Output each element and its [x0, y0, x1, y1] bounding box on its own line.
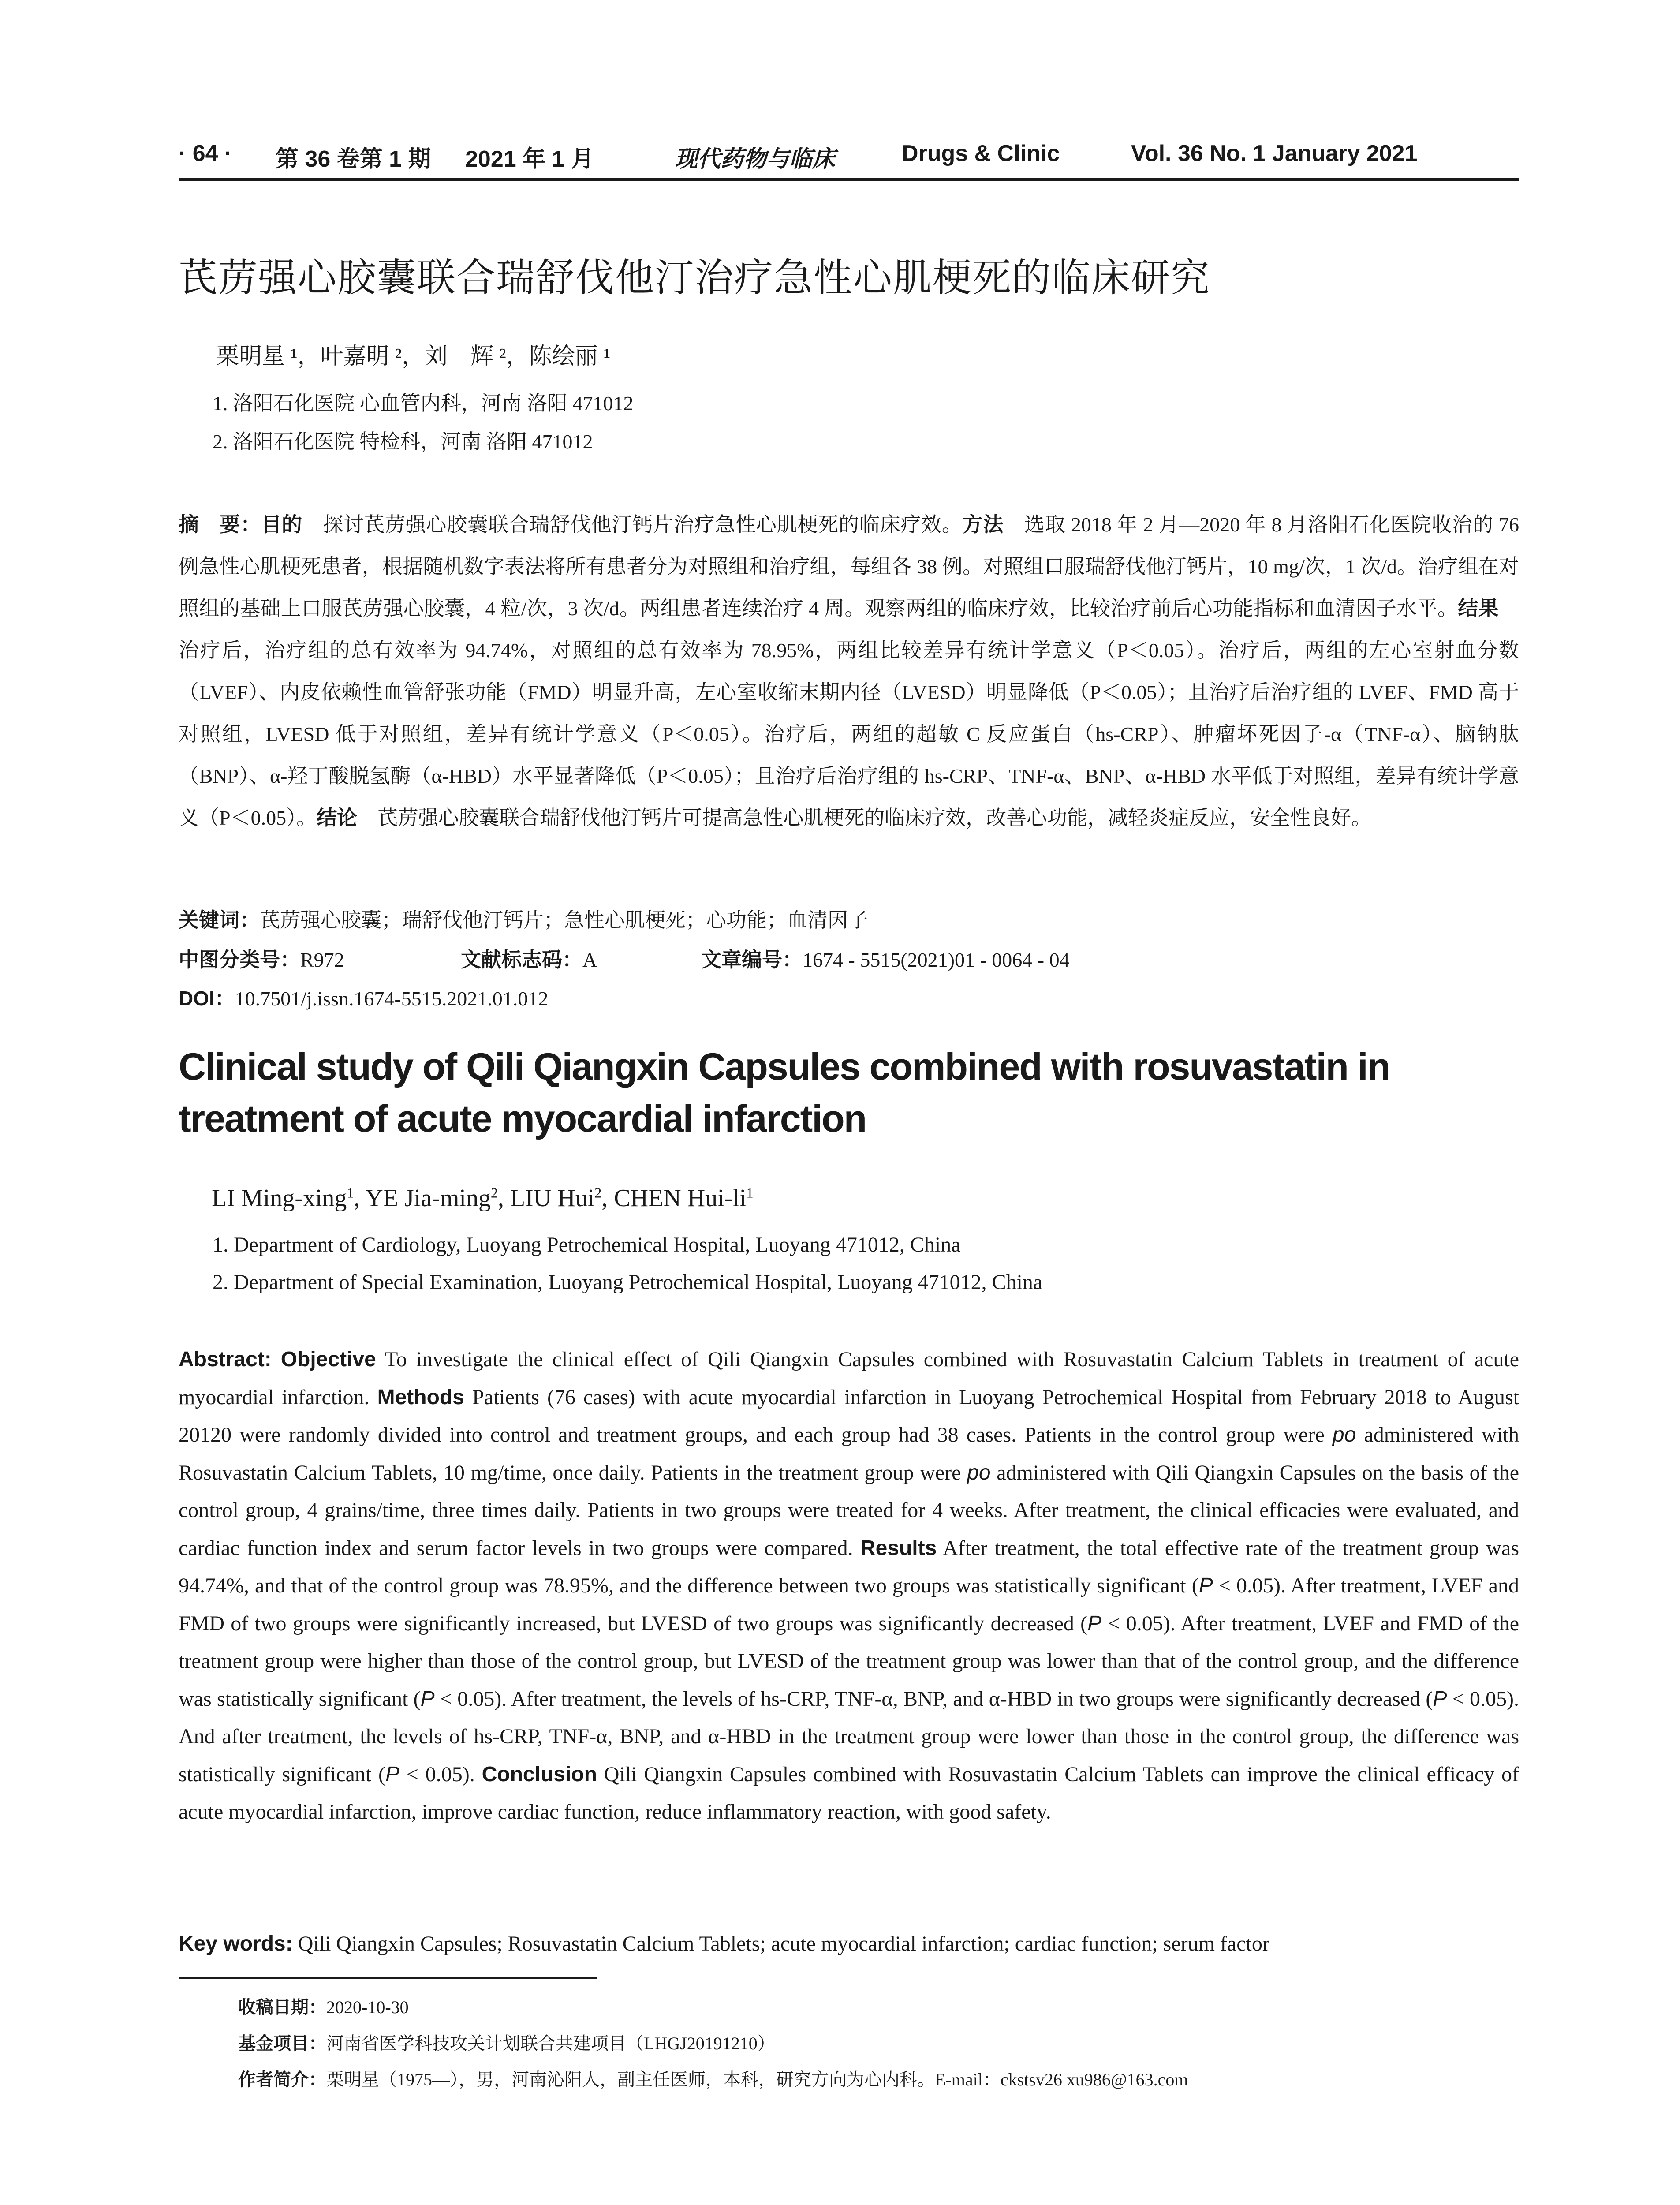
- footnote-received: 收稿日期：2020-10-30: [238, 1997, 409, 2017]
- header-rule: [179, 178, 1519, 181]
- en-affiliation-1: 1. Department of Cardiology, Luoyang Petrochemical Hospital, Luoyang 471012, China: [213, 1233, 961, 1256]
- doc-code: [461, 944, 597, 973]
- footnote-author-bio: 作者简介：栗明星（1975—），男，河南沁阳人，副主任医师，本科，研究方向为心内科。E-mail：ckstsv26 xu986@163.com: [238, 2070, 1188, 2089]
- cn-authors: 栗明星 ¹，叶嘉明 ²，刘 辉 ²，陈绘丽 ¹: [216, 344, 611, 369]
- en-author-1: LI Ming-xing: [212, 1185, 347, 1212]
- en-keywords-text: Qili Qiangxin Capsules; Rosuvastatin Calcium Tablets; acute myocardial infarction; cardiac function; serum factor: [292, 1932, 1269, 1955]
- p-symbol: P: [1433, 1687, 1447, 1711]
- cn-conclusion-text: 芪苈强心胶囊联合瑞舒伐他汀钙片可提高急性心肌梗死的临床疗效，改善心功能，减轻炎症反应，安全性良好。: [357, 807, 1372, 829]
- cn-results-label: 结果: [1458, 597, 1499, 620]
- footnote-rule: [179, 1977, 597, 1979]
- cn-affiliation-1: 1. 洛阳石化医院 心血管内科，河南 洛阳 471012: [213, 392, 634, 415]
- clc-label: 中图分类号：: [179, 948, 300, 971]
- cn-abstract: [179, 504, 1519, 839]
- doc-code-label: 文献标志码：: [461, 948, 582, 971]
- doc-code-value: A: [582, 949, 597, 971]
- cn-affiliation-2: 2. 洛阳石化医院 特检科，河南 洛阳 471012: [213, 430, 593, 453]
- en-methods-text-1: Patients (76 cases) with acute myocardial infarction in Luoyang Petrochemical Hospital from February 2018 to August 20120 were randomly divided into control and treatment groups, and each group had 38 cases. Patients in the control group were: [179, 1385, 1519, 1446]
- en-author-4: CHEN Hui-li: [614, 1185, 747, 1212]
- cn-keywords: [179, 904, 868, 933]
- en-results-text-5: < 0.05). And after treatment, the levels of hs-CRP, TNF-α, BNP, and α-HBD in the treatment group were lower than those in the control group, the difference was statistically significant (: [179, 1687, 1519, 1786]
- article-no-value: 1674 - 5515(2021)01 - 0064 - 04: [803, 949, 1070, 971]
- doi-value: 10.7501/j.issn.1674-5515.2021.01.012: [235, 987, 549, 1010]
- en-results-text-3: < 0.05). After treatment, LVEF and FMD of the treatment group were higher than those of the control group, but LVESD of the treatment group was lower than that of the control group, and the difference was statistically significant (: [179, 1611, 1519, 1711]
- en-abstract-label: Abstract:: [179, 1348, 272, 1371]
- cn-objective-text: 探讨芪苈强心胶囊联合瑞舒伐他汀钙片治疗急性心肌梗死的临床疗效。: [302, 513, 963, 536]
- cn-methods-label: 方法: [962, 513, 1004, 536]
- en-abstract: [179, 1341, 1519, 1831]
- en-author-3: LIU Hui: [510, 1185, 595, 1212]
- en-results-label: Results: [860, 1536, 937, 1560]
- en-authors: LI Ming-xing$^1$, YE Jia-ming$^2$, LIU Hui$^2$, CHEN Hui-$li^1$: [212, 1185, 754, 1212]
- cn-classification: [179, 944, 1070, 973]
- cn-results-text: 治疗后，治疗组的总有效率为 94.74%，对照组的总有效率为 78.95%，两组比较差异有统计学意义（P＜0.05）。治疗后，两组的左心室射血分数（LVEF）、内皮依赖性血管舒张功能（FMD）明显升高，左心室收缩末期内径（LVESD）明显降低（P＜0.05）；且治疗后治疗组的 LVEF、FMD 高于对照组，LVESD 低于对照组，差异有统计学意义（P＜0.05）。治疗后，两组的超敏 C 反应蛋白（hs-CRP）、肿瘤坏死因子-α（TNF-α）、脑钠肽（BNP）、α-羟丁酸脱氢酶（α-HBD）水平显著降低（P＜0.05）；且治疗后治疗组的 hs-CRP、TNF-α、BNP、α-HBD 水平低于对照组，差异有统计学意义（P＜0.05）。: [179, 597, 1519, 829]
- doi-line: [179, 983, 548, 1012]
- en-conclusion-text: Qili Qiangxin Capsules combined with Rosuvastatin Calcium Tablets can improve the clinical efficacy of acute myocardial infarction, improve cardiac function, reduce inflammatory reaction, with good safety.: [179, 1762, 1519, 1824]
- cn-keywords-text: 芪苈强心胶囊；瑞舒伐他汀钙片；急性心肌梗死；心功能；血清因子: [260, 909, 868, 931]
- cn-methods-text: 选取 2018 年 2 月—2020 年 8 月洛阳石化医院收治的 76 例急性心肌梗死患者，根据随机数字表法将所有患者分为对照组和治疗组，每组各 38 例。对照组口服瑞舒伐他汀钙片，10 mg/次，1 次/d。治疗组在对照组的基础上口服芪苈强心胶囊，4 粒/次，3 次/d。两组患者连续治疗 4 周。观察两组的临床疗效，比较治疗前后心功能指标和血清因子水平。: [179, 513, 1519, 620]
- po-abbrev: po: [1332, 1423, 1356, 1446]
- en-methods-text-2: administered with Rosuvastatin Calcium Tablets, 10 mg/time, once daily. Patients in the treatment group were: [179, 1423, 1519, 1484]
- p-symbol: P: [1087, 1611, 1102, 1635]
- volume-cn: 第 36 卷第 1 期: [276, 146, 431, 172]
- po-abbrev: po: [967, 1461, 991, 1484]
- en-title: Clinical study of Qili Qiangxin Capsules combined with rosuvastatin in treatment of acute myocardial infarction: [179, 1046, 1390, 1140]
- cn-title: 芪苈强心胶囊联合瑞舒伐他汀治疗急性心肌梗死的临床研究: [179, 256, 1211, 299]
- article-no-label: 文章编号：: [701, 948, 803, 971]
- date-cn: 2021 年 1 月: [465, 146, 594, 172]
- p-symbol: P: [385, 1762, 399, 1786]
- journal-en: Drugs & Clinic: [902, 141, 1060, 166]
- p-symbol: P: [420, 1687, 435, 1711]
- en-objective-text: To investigate the clinical effect of Qili Qiangxin Capsules combined with Rosuvastatin Calcium Tablets in treatment of acute myocardial infarction.: [179, 1348, 1519, 1409]
- journal-cn: 现代药物与临床: [675, 147, 836, 172]
- cn-conclusion-label: 结论: [317, 806, 358, 829]
- en-keywords-label: Key words:: [179, 1932, 293, 1955]
- en-results-text-1: After treatment, the total effective rate of the treatment group was 94.74%, and that of the control group was 78.95%, and the difference between two groups was statistically significant (: [179, 1536, 1519, 1597]
- en-results-text-4: < 0.05). After treatment, the levels of hs-CRP, TNF-α, BNP, and α-HBD in two groups were significantly decreased (: [434, 1687, 1433, 1711]
- en-author-2: YE Jia-ming: [365, 1185, 491, 1212]
- volume-en: Vol. 36 No. 1 January 2021: [1131, 141, 1418, 166]
- doi-label: DOI：: [179, 987, 235, 1010]
- en-results-text-2: < 0.05). After treatment, LVEF and FMD of two groups were significantly increased, but LVESD of two groups was significantly decreased (: [179, 1574, 1519, 1635]
- en-affiliation-2: 2. Department of Special Examination, Luoyang Petrochemical Hospital, Luoyang 471012, China: [213, 1271, 1043, 1294]
- en-conclusion-label: Conclusion: [482, 1762, 597, 1786]
- en-methods-label: Methods: [377, 1385, 464, 1409]
- en-methods-text-3: administered with Qili Qiangxin Capsules on the basis of the control group, 4 grains/time, three times daily. Patients in two groups were treated for 4 weeks. After treatment, the clinical efficacies were evaluated, and cardiac function index and serum factor levels in two groups were compared.: [179, 1461, 1519, 1560]
- footnote-funding: 基金项目：河南省医学科技攻关计划联合共建项目（LHGJ20191210）: [238, 2033, 775, 2053]
- article-no: [701, 944, 1070, 973]
- p-symbol: P: [1198, 1574, 1213, 1597]
- en-results-text-6: < 0.05).: [399, 1762, 475, 1786]
- en-keywords: [179, 1932, 1519, 1956]
- cn-keywords-label: 关键词：: [179, 908, 260, 931]
- page-number: · 64 ·: [179, 141, 232, 166]
- running-header: [179, 140, 1519, 177]
- clc-value: R972: [300, 949, 344, 971]
- en-objective-label: Objective: [280, 1348, 376, 1371]
- cn-abstract-label: 摘 要：: [179, 513, 261, 536]
- cn-objective-label: 目的: [261, 513, 302, 536]
